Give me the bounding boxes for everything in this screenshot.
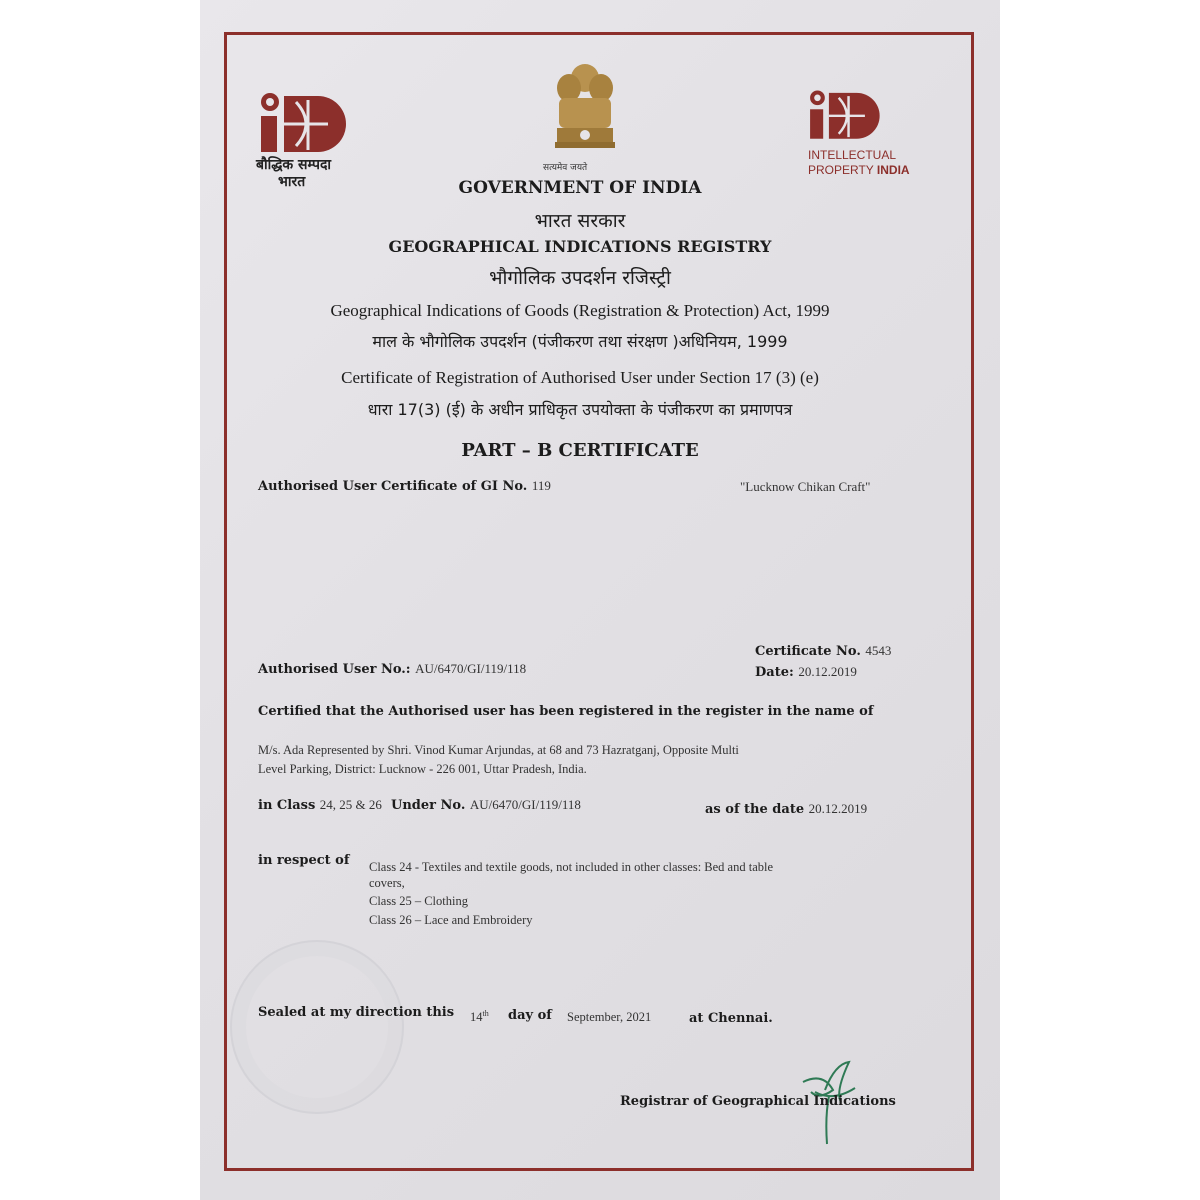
day-suffix: th <box>482 1009 489 1018</box>
day-value: 14 <box>470 1010 483 1025</box>
gi-number-line <box>258 478 551 494</box>
class-line <box>258 797 581 813</box>
month-year: September, 2021 <box>567 1010 652 1024</box>
class-label: in Class <box>258 798 316 813</box>
cert-no-label: Certificate No. <box>755 644 861 659</box>
user-no-value: AU/6470/GI/119/118 <box>415 661 527 676</box>
certificate-border <box>224 32 974 1171</box>
date-label: Date: <box>755 665 794 680</box>
under-label: Under No. <box>390 798 466 813</box>
part-b-heading: PART – B CERTIFICATE <box>461 440 699 461</box>
ip-india-logo-left <box>256 92 366 190</box>
respect-line-2: covers, <box>369 876 405 890</box>
right-logo-property: PROPERTY <box>808 163 874 177</box>
asof-label: as of the date <box>705 802 805 817</box>
right-logo-caption-1: INTELLECTUAL <box>808 148 897 162</box>
as-of-line <box>705 801 867 817</box>
respect-line-3: Class 25 – Clothing <box>369 894 468 908</box>
ip-logo-icon <box>806 84 896 146</box>
gi-number: 119 <box>531 478 551 493</box>
date-line <box>755 664 857 680</box>
day-of-label: day of <box>508 1008 552 1023</box>
class-value: 24, 25 & 26 <box>319 797 382 812</box>
sealed-label: Sealed at my direction this <box>258 1005 455 1020</box>
cert-title-hi: धारा 17(3) (ई) के अधीन प्राधिकृत उपयोक्ता के पंजीकरण का प्रमाणपत्र <box>367 400 793 419</box>
user-no-label: Authorised User No.: <box>258 662 411 677</box>
act-title-hi: माल के भौगोलिक उपदर्शन (पंजीकरण तथा संरक्षण )अधिनियम, 1999 <box>372 332 788 351</box>
emblem-motto: सत्यमेव जयते <box>543 163 588 173</box>
cert-title-en: Certificate of Registration of Authorised User under Section 17 (3) (e) <box>341 368 819 387</box>
registry-title-en: GEOGRAPHICAL INDICATIONS REGISTRY <box>388 237 772 256</box>
respect-line-4: Class 26 – Lace and Embroidery <box>369 913 533 927</box>
right-logo-india: INDIA <box>876 163 910 177</box>
registrar-title: Registrar of Geographical Indications <box>620 1094 896 1109</box>
gi-name: "Lucknow Chikan Craft" <box>740 479 871 494</box>
date-value: 20.12.2019 <box>798 664 857 679</box>
sealed-day <box>470 1009 489 1025</box>
right-logo-caption-2 <box>808 163 910 177</box>
address-line-2: Level Parking, District: Lucknow - 226 001, Uttar Pradesh, India. <box>258 762 587 776</box>
respect-label: in respect of <box>258 853 350 868</box>
cert-no-value: 4543 <box>865 643 892 658</box>
act-title-en: Geographical Indications of Goods (Registration & Protection) Act, 1999 <box>330 301 830 320</box>
under-value: AU/6470/GI/119/118 <box>469 797 581 812</box>
left-logo-caption-2: भारत <box>278 174 306 190</box>
authorised-user-line <box>258 661 526 677</box>
registry-title-hi: भौगोलिक उपदर्शन रजिस्ट्री <box>489 267 671 289</box>
gi-label: Authorised User Certificate of GI No. <box>258 479 528 494</box>
respect-line-1: Class 24 - Textiles and textile goods, not included in other classes: Bed and table <box>369 860 774 874</box>
national-emblem-icon <box>545 58 625 170</box>
gov-title-hi: भारत सरकार <box>534 210 626 232</box>
place-label: at Chennai. <box>689 1011 773 1026</box>
address-line-1: M/s. Ada Represented by Shri. Vinod Kumar Arjundas, at 68 and 73 Hazratganj, Opposite Multi <box>258 743 739 757</box>
left-logo-caption-1: बौद्धिक सम्पदा <box>256 157 331 173</box>
asof-value: 20.12.2019 <box>808 801 868 816</box>
ip-india-logo-right <box>806 84 910 177</box>
certificate-number-line <box>755 643 891 659</box>
certified-statement: Certified that the Authorised user has been registered in the register in the name of <box>258 704 874 719</box>
gov-title-en: GOVERNMENT OF INDIA <box>458 178 702 198</box>
ip-logo-icon <box>256 92 366 154</box>
